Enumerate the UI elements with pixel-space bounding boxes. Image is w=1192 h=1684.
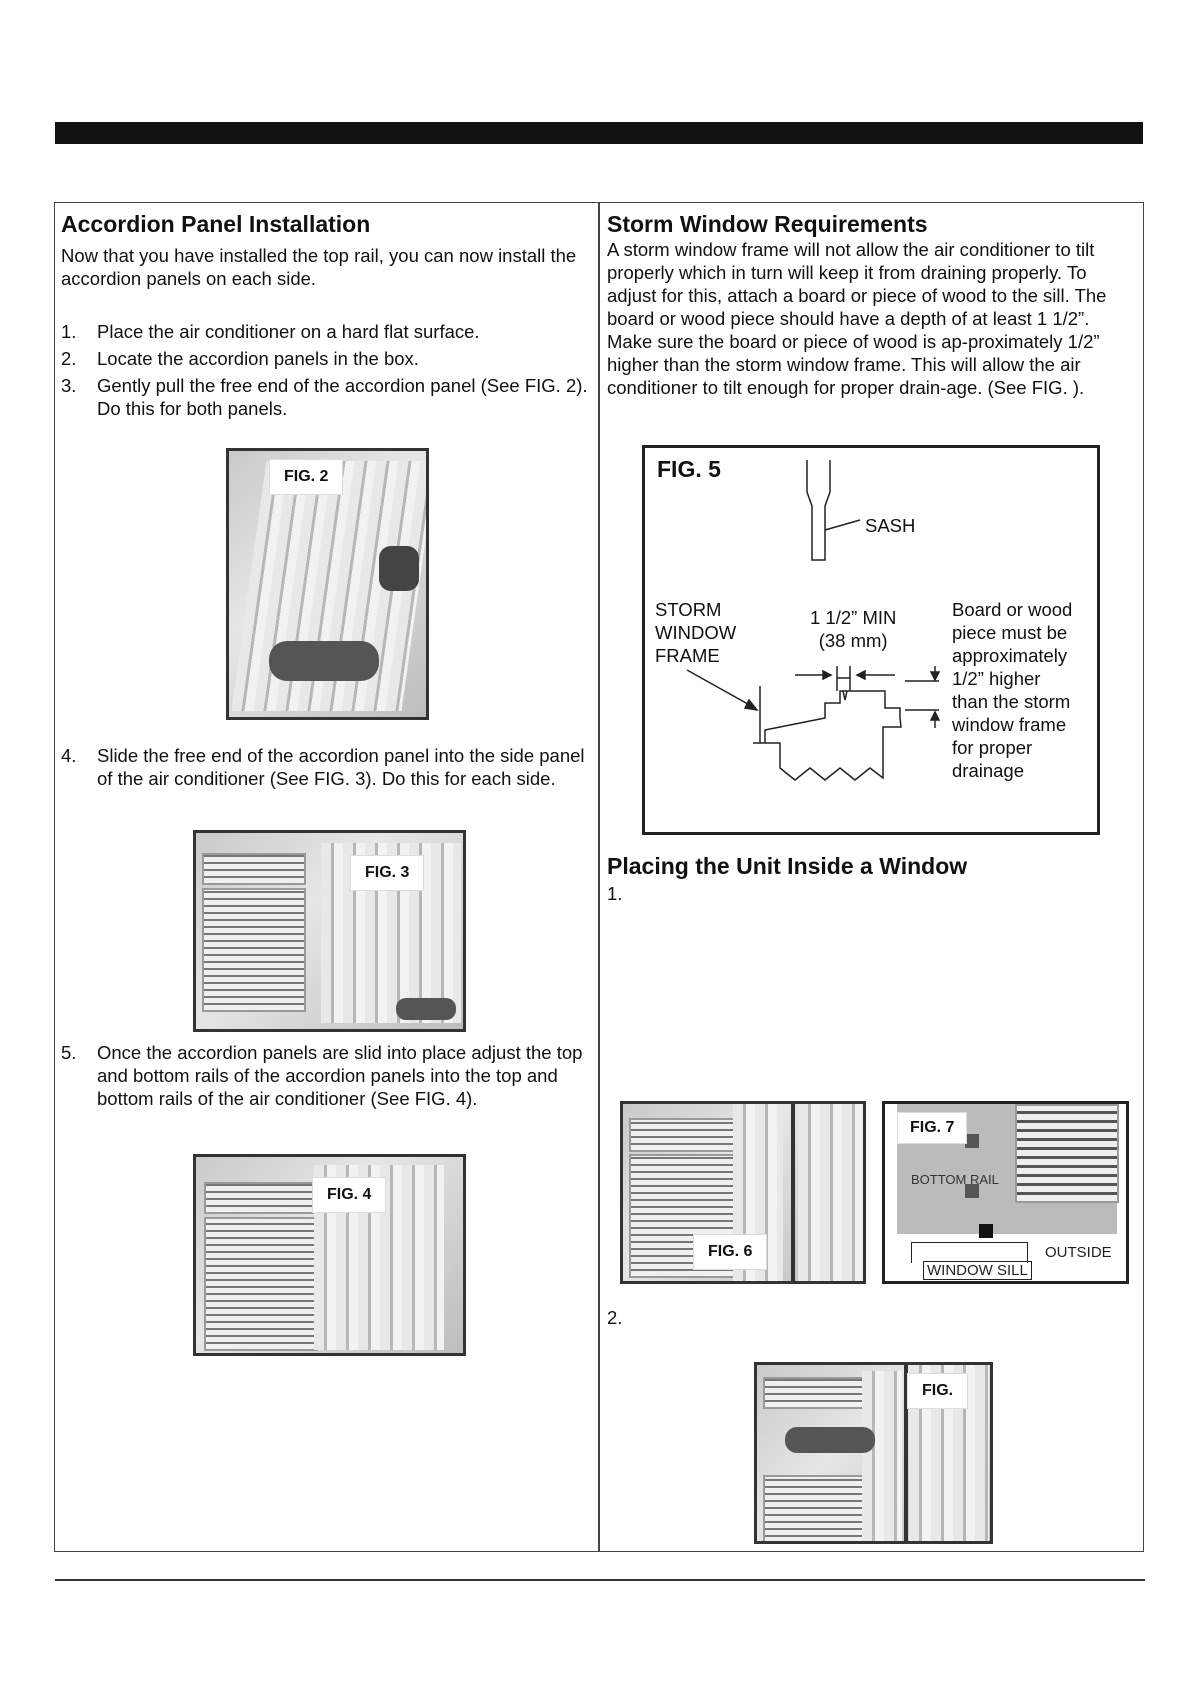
hand-icon [396,998,456,1020]
accordion-heading: Accordion Panel Installation [61,211,371,237]
storm-body: A storm window frame will not allow the air conditioner to tilt properly which in turn will keep it from draining properly. To adjust for this, attach a board or piece of wood to the sill. The board or wood piece should have a depth of at least 1 1/2”. Make sure the board or piece of wood is ap-proximately 1/2” higher than the storm window frame. This will allow the air conditioner to tilt enough for proper drain-age. (See FIG. ). [607,239,1107,398]
sash-shape [807,460,830,560]
placing-step-2: 2. [607,1307,623,1328]
window-sill-label: WINDOW SILL [923,1261,1032,1280]
hand-icon [785,1427,875,1453]
outside-label: OUTSIDE [1045,1244,1112,1261]
fig7-label: FIG. 7 [897,1112,967,1144]
board-shape [837,666,850,700]
fig3-photo [193,830,466,1032]
sill-shape [753,691,901,780]
bottom-rail-label: BOTTOM RAIL [911,1172,999,1187]
glove-icon [269,641,379,681]
bracket-icon [979,1224,993,1238]
fig4-label: FIG. 4 [312,1177,386,1213]
step-4: 4. Slide the free end of the accordion panel into the side panel of the air conditioner (See FIG. 3). Do this for each side. [61,745,585,789]
fig8-photo [754,1362,993,1544]
fig2-photo [226,448,429,720]
sash-leader [825,520,860,530]
fig5-diagram [642,445,1100,835]
left-column [61,210,593,424]
accordion-steps-5 [61,1041,593,1110]
accordion-steps [61,320,593,420]
fig2-label: FIG. 2 [269,459,343,495]
sash-label: SASH [865,515,916,536]
step-3: 3. Gently pull the free end of the accordion panel (See FIG. 2). Do this for both panels. [61,375,588,419]
min-depth-label: 1 1/2” MIN (38 mm) [810,607,897,651]
accordion-steps-4 [61,744,593,790]
hand-icon [379,546,419,591]
placing-heading: Placing the Unit Inside a Window [607,853,968,879]
storm-arrow [687,670,755,708]
step-2: 2. Locate the accordion panels in the box. [61,348,419,369]
fig6-label: FIG. 6 [693,1234,767,1270]
fig4-photo [193,1154,466,1356]
sill-outline [911,1242,1028,1263]
fig6-photo [620,1101,866,1284]
footer-rule [55,1579,1145,1581]
storm-heading: Storm Window Requirements [607,211,928,237]
fig8-label: FIG. [907,1373,968,1409]
fig5-title: FIG. 5 [657,456,721,482]
accordion-intro: Now that you have installed the top rail, you can now install the accordion panels on each side. [61,245,577,289]
placing-step-1: 1. [607,883,623,904]
storm-frame-label: STORM WINDOW FRAME [655,599,737,666]
header-bar [55,122,1143,144]
column-divider [598,202,600,1552]
right-column [607,210,1137,399]
step-5: 5. Once the accordion panels are slid into place adjust the top and bottom rails of the accordion panels into the top and bottom rails of the air conditioner (See FIG. 4). [61,1042,583,1109]
fig3-label: FIG. 3 [350,855,424,891]
fig5-drawing [645,448,1097,832]
step-1: 1. Place the air conditioner on a hard flat surface. [61,321,480,342]
fig7-diagram [882,1101,1129,1284]
board-note: Board or wood piece must be approximately 1/2” higher than the storm window frame for proper drainage [952,599,1073,781]
